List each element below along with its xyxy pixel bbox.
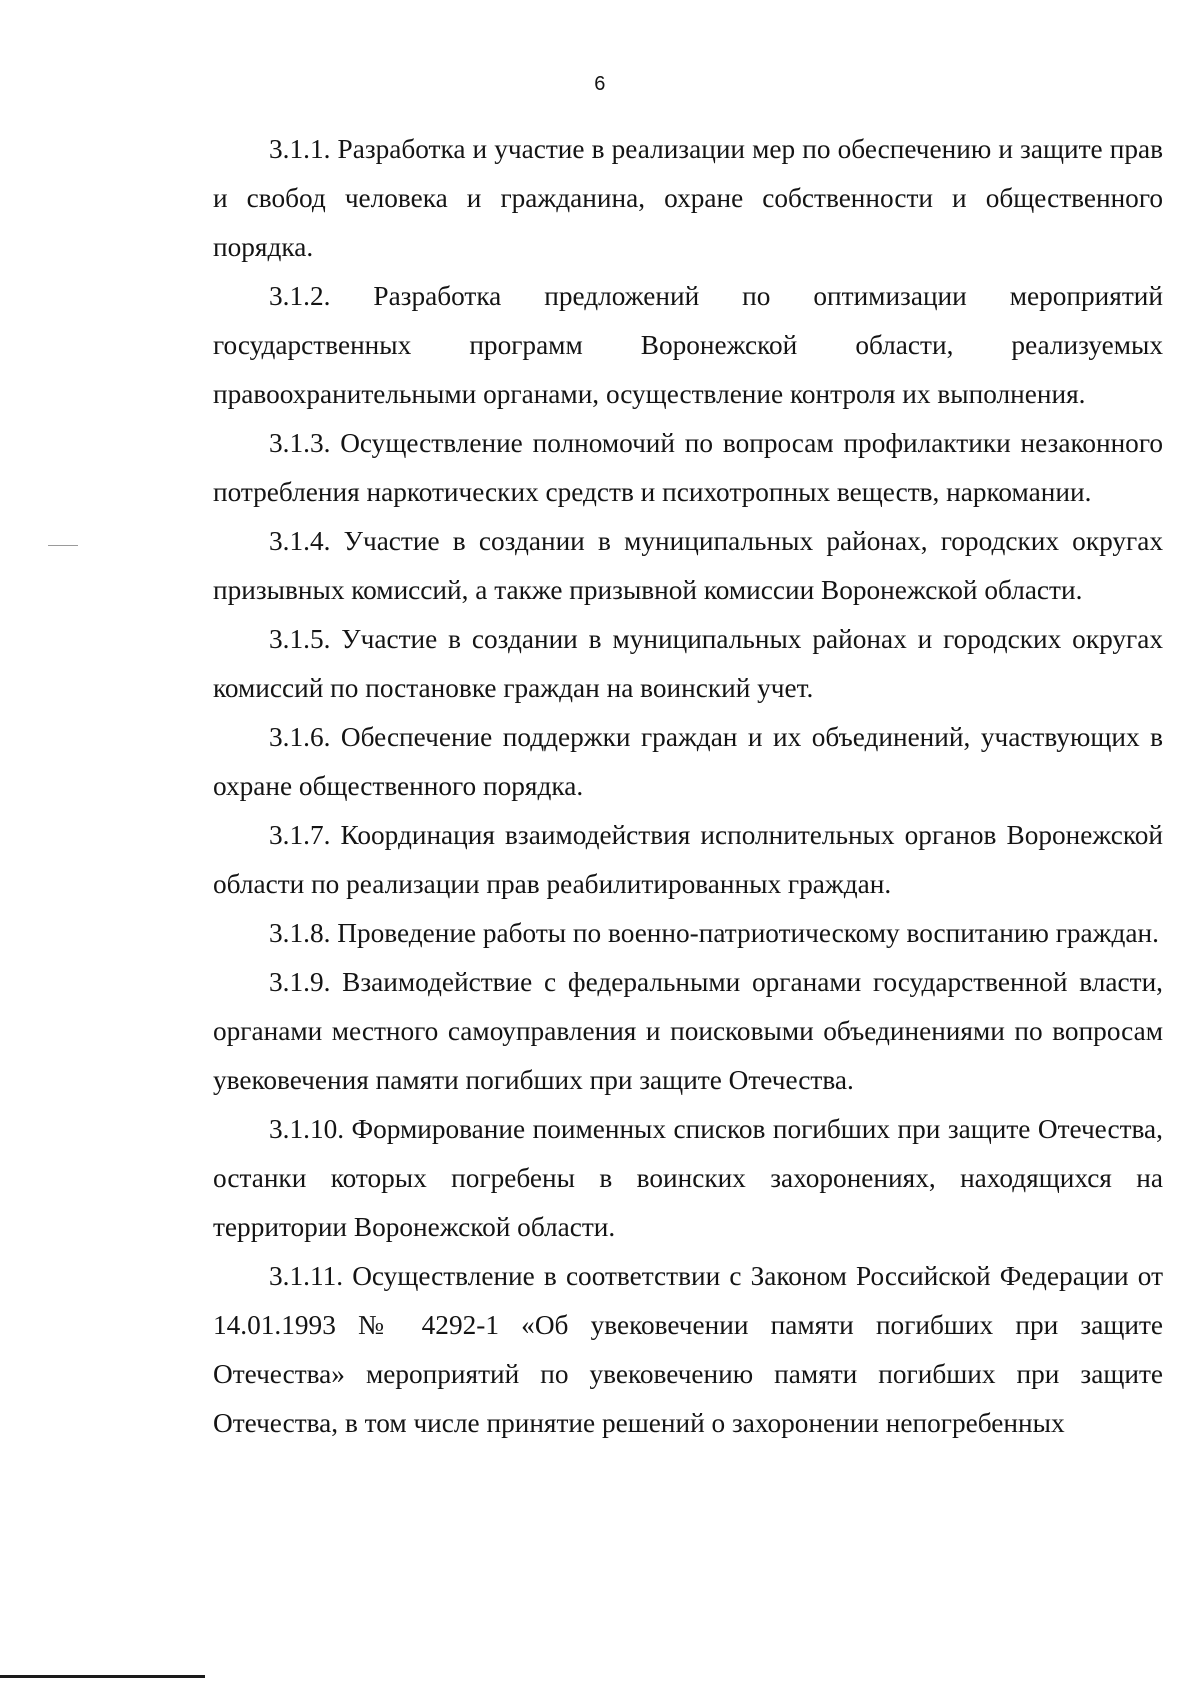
paragraph-3-1-2: 3.1.2. Разработка предложений по оптимизации мероприятий государственных программ Воронежской области, реализуемых правоохранительными органами, осуществление контроля их выполнения. [213, 281, 1163, 409]
paragraph-3-1-4: 3.1.4. Участие в создании в муниципальных районах, городских округах призывных комиссий, а также призывной комиссии Воронежской области. [213, 526, 1163, 605]
paragraph-3-1-1: 3.1.1. Разработка и участие в реализации мер по обеспечению и защите прав и свобод человека и гражданина, охране собственности и общественного порядка. [213, 134, 1163, 262]
paragraph-3-1-3: 3.1.3. Осуществление полномочий по вопросам профилактики незаконного потребления наркотических средств и психотропных веществ, наркомании. [213, 428, 1163, 507]
paragraph-3-1-9: 3.1.9. Взаимодействие с федеральными органами государственной власти, органами местного самоуправления и поисковыми объединениями по вопросам увековечения памяти погибших при защите Отечества. [213, 967, 1163, 1095]
bottom-edge-rule [0, 1675, 205, 1678]
paragraph-3-1-11: 3.1.11. Осуществление в соответствии с Законом Российской Федерации от 14.01.1993 № 4292-1 «Об увековечении памяти погибших при защите Отечества» мероприятий по увековечению памяти погибших при защите Отечества, в том числе принятие решений о захоронении непогребенных [213, 1261, 1163, 1438]
paragraph-3-1-7: 3.1.7. Координация взаимодействия исполнительных органов Воронежской области по реализации прав реабилитированных граждан. [213, 820, 1163, 899]
paragraph-3-1-5: 3.1.5. Участие в создании в муниципальных районах и городских округах комиссий по постановке граждан на воинский учет. [213, 624, 1163, 703]
page-number: 6 [594, 73, 606, 95]
paragraph-3-1-8: 3.1.8. Проведение работы по военно-патриотическому воспитанию граждан. [269, 918, 1159, 948]
document-body [213, 125, 1163, 1448]
paragraph-3-1-6: 3.1.6. Обеспечение поддержки граждан и их объединений, участвующих в охране общественного порядка. [213, 722, 1163, 801]
scan-artifact-line [48, 545, 78, 546]
paragraph-3-1-10: 3.1.10. Формирование поименных списков погибших при защите Отечества, останки которых погребены в воинских захоронениях, находящихся на территории Воронежской области. [213, 1114, 1163, 1242]
